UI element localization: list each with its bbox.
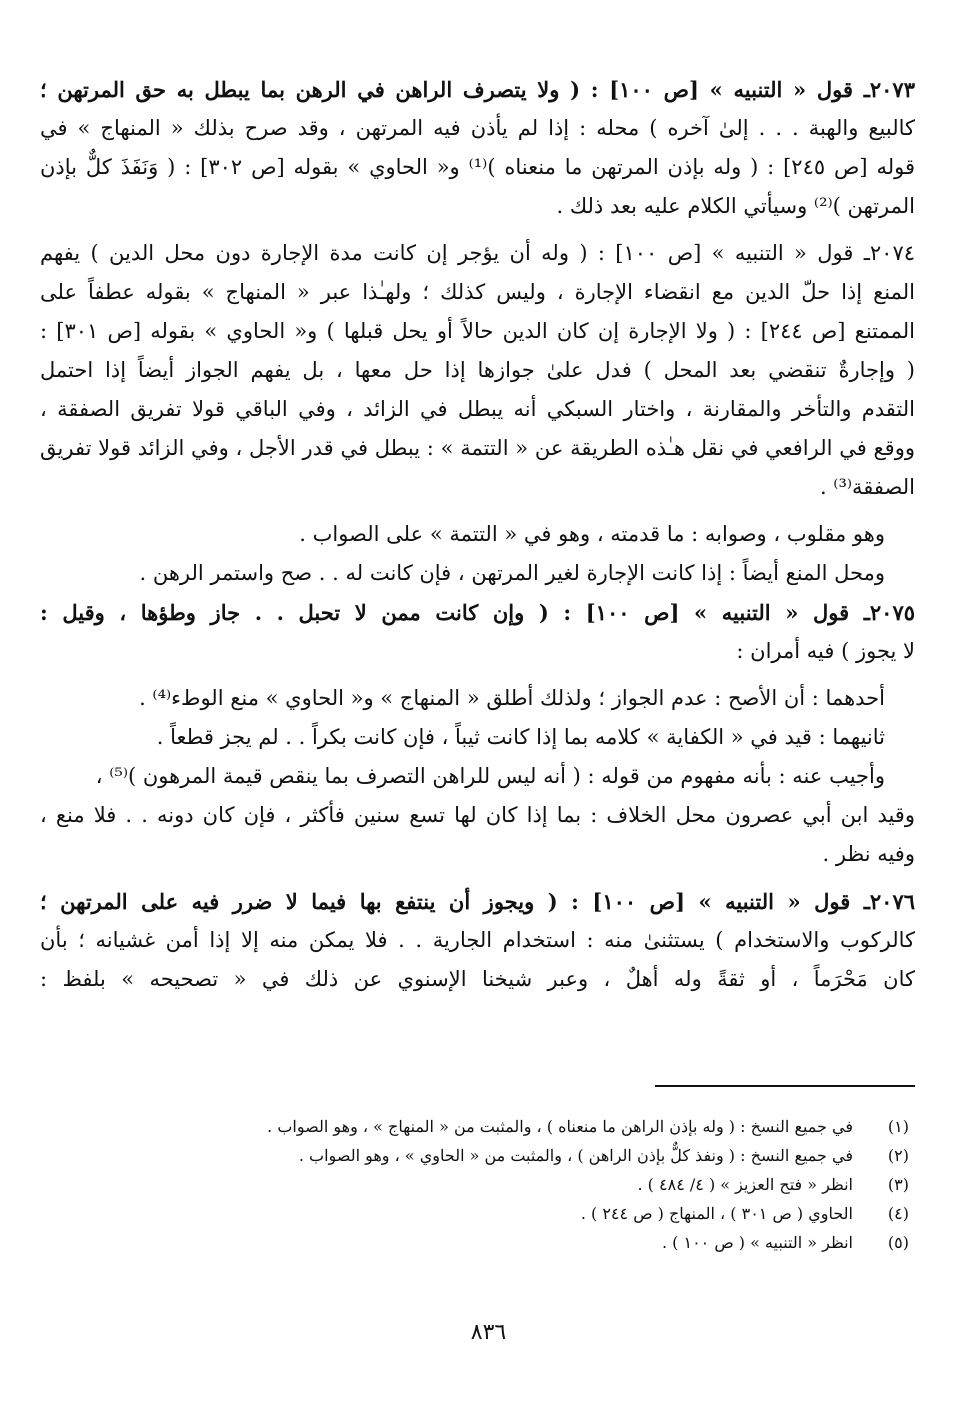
text-line: ( وإجارةٌ تنقضي بعد المحل ) فدل علىٰ جوازها إذا حل معها ، بل يفهم الجواز أيضاً إذا احتمل: [40, 358, 915, 382]
text-line: وهو مقلوب ، وصوابه : ما قدمته ، وهو في « التتمة » على الصواب .: [299, 522, 885, 546]
footnote-item: [60, 1112, 909, 1141]
text-line: ومحل المنع أيضاً : إذا كانت الإجارة لغير المرتهن ، فإن كانت له . . صح واستمر الرهن .: [139, 561, 885, 585]
footnote-text: في جميع النسخ : ( وله بإذن الراهن ما منعناه ) ، والمثبت من « المنهاج » ، وهو الصواب .: [267, 1117, 853, 1136]
footnotes: [60, 1112, 909, 1257]
footnote-text: الحاوي ( ص ٣٠١ ) ، المنهاج ( ص ٢٤٤ ) .: [580, 1204, 853, 1223]
text-line: ٢٠٧٣ـ قول « التنبيه » [ص ١٠٠] : ( ولا يتصرف الراهن في الرهن بما يبطل به حق المرتهن ؛: [40, 77, 915, 102]
footnote-number: (٤): [887, 1204, 909, 1223]
text-line: وقيد ابن أبي عصرون محل الخلاف : بما إذا كان لها تسع سنين فأكثر ، فإن كان دونه . . فلا منع ،: [40, 803, 915, 827]
text-line: قوله [ص ٢٤٥] : ( وله بإذن المرتهن ما منعناه )⁽¹⁾ و« الحاوي » بقوله [ص ٣٠٢] : ( وَنَفَذَ كلٌّ بإذن: [40, 155, 915, 179]
text-line: المرتهن )⁽²⁾ وسيأتي الكلام عليه بعد ذلك .: [556, 194, 915, 218]
page-number: ٨٣٦: [470, 1320, 507, 1345]
text-line: التقدم والتأخر والمقارنة ، واختار السبكي أنه يبطل في الزائد ، وفي الباقي قولا تفريق الصفقة ،: [40, 397, 915, 421]
text-line: كان مَحْرَماً ، أو ثقةً وله أهلٌ ، وعبر شيخنا الإسنوي عن ذلك في « تصحيحه » بلفظ :: [40, 967, 915, 991]
text-line: كالبيع والهبة . . . إلىٰ آخره ) محله : إذا لم يأذن فيه المرتهن ، وقد صرح بذلك « المنهاج » في: [40, 116, 915, 140]
text-line: وأجيب عنه : بأنه مفهوم من قوله : ( أنه ليس للراهن التصرف بما ينقص قيمة المرهون )⁽⁵⁾ ،: [95, 764, 885, 788]
text-line: ووقع في الرافعي في نقل هـٰذه الطريقة عن « التتمة » : يبطل في قدر الأجل ، وفي الزائد قولا تفريق: [40, 436, 915, 460]
text-line: المنع إذا حلّ الدين مع انقضاء الإجارة ، وليس كذلك ؛ ولهـٰذا عبر « المنهاج » بقوله عطفاً على: [40, 280, 915, 304]
footnote-text: في جميع النسخ : ( ونفذ كلٌّ بإذن الراهن ) ، والمثبت من « الحاوي » ، وهو الصواب .: [298, 1146, 853, 1165]
text-line: ٢٠٧٦ـ قول « التنبيه » [ص ١٠٠] : ( ويجوز أن ينتفع بها فيما لا ضرر فيه على المرتهن ؛: [40, 889, 915, 914]
footnote-item: [60, 1228, 909, 1257]
text-line: الممتنع [ص ٢٤٤] : ( ولا الإجارة إن كان الدين حالاً أو يحل قبلها ) و« الحاوي » بقوله [ص ٣٠١] :: [40, 319, 915, 343]
footnote-item: [60, 1199, 909, 1228]
footnote-item: [60, 1141, 909, 1170]
text-line: وفيه نظر .: [822, 842, 915, 866]
text-line: ٢٠٧٤ـ قول « التنبيه » [ص ١٠٠] : ( وله أن يؤجر إن كانت مدة الإجارة دون محل الدين ) يفهم: [40, 241, 915, 265]
footnote-number: (٥): [887, 1233, 909, 1252]
text-line: أحدهما : أن الأصح : عدم الجواز ؛ ولذلك أطلق « المنهاج » و« الحاوي » منع الوطء⁽⁴⁾ .: [139, 686, 885, 710]
text-line: كالركوب والاستخدام ) يستثنىٰ منه : استخدام الجارية . . فلا يمكن منه إلا إذا أمن غشيانه ؛ بأن: [40, 928, 915, 952]
text-line: ٢٠٧٥ـ قول « التنبيه » [ص ١٠٠] : ( وإن كانت ممن لا تحبل . . جاز وطؤها ، وقيل :: [40, 600, 915, 625]
text-line: الصفقة⁽³⁾ .: [819, 475, 915, 499]
text-line: لا يجوز ) فيه أمران :: [736, 639, 915, 663]
footnote-number: (١): [887, 1117, 909, 1136]
page-body: [40, 70, 915, 999]
footnote-divider: [655, 1085, 915, 1087]
footnote-number: (٢): [887, 1146, 909, 1165]
footnote-text: انظر « التنبيه » ( ص ١٠٠ ) .: [661, 1233, 853, 1252]
footnote-item: [60, 1170, 909, 1199]
footnote-text: انظر « فتح العزيز » ( ٤/ ٤٨٤ ) .: [637, 1175, 853, 1194]
footnote-number: (٣): [887, 1175, 909, 1194]
text-line: ثانيهما : قيد في « الكفاية » كلامه بما إذا كانت ثيباً ، فإن كانت بكراً . . لم يجز قطعاً .: [156, 725, 885, 749]
